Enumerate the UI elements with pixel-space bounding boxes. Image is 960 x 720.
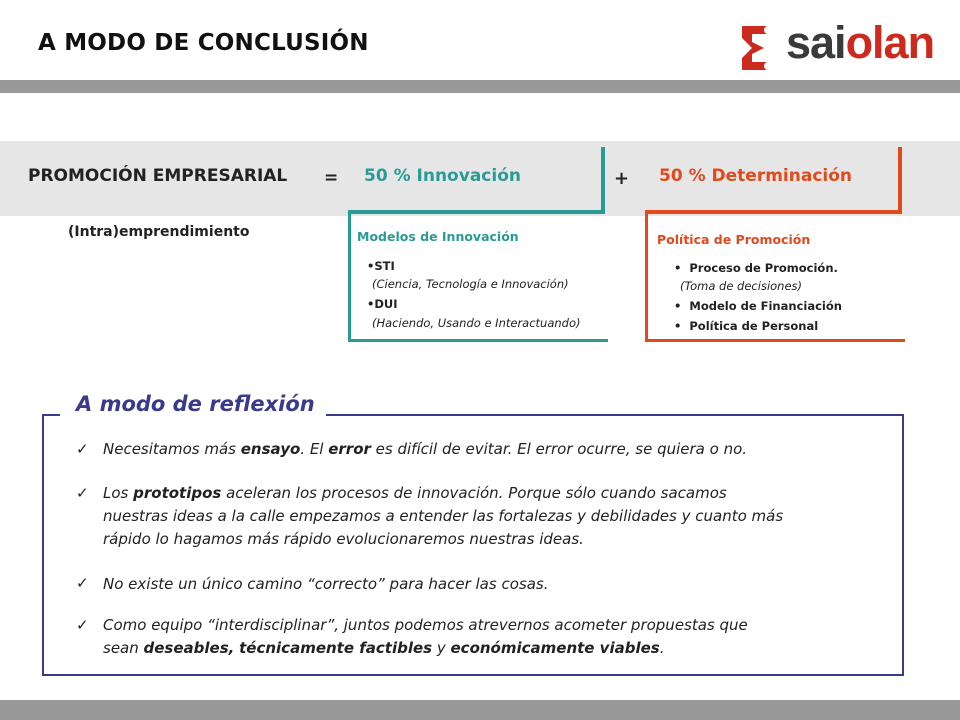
list-item-detail: (Haciendo, Usando e Interactuando) <box>372 316 581 330</box>
promotion-box-heading: Política de Promoción <box>657 232 811 247</box>
reflection-point-1: Necesitamos más ensayo. El error es difícil de evitar. El error ocurre, se quiera o no. <box>103 440 748 458</box>
reflection-point-2: Los prototipos aceleran los procesos de innovación. Porque sólo cuando sacamos nuestras ideas a la calle empezamos a entender las fortalezas y debilidades y cuanto más rápido lo hagamos más rápido evolucionaremos nuestras ideas. <box>103 484 784 548</box>
list-item: •DUI <box>367 297 398 311</box>
intrapreneurship-label: (Intra)emprendimiento <box>68 224 250 240</box>
check-icon: ✓ <box>76 484 89 502</box>
list-item: • Modelo de Financiación <box>674 299 842 313</box>
list-item: •STI <box>367 259 395 273</box>
page-title: A MODO DE CONCLUSIÓN <box>38 30 369 56</box>
equals-sign: = <box>324 168 339 188</box>
logo-wordmark: saiolan <box>786 17 935 68</box>
top-divider <box>0 80 960 93</box>
list-item: • Proceso de Promoción. <box>674 261 838 275</box>
list-item-detail: (Ciencia, Tecnología e Innovación) <box>372 277 569 291</box>
determination-term: 50 % Determinación <box>659 166 853 186</box>
reflection-point-3: No existe un único camino “correcto” para hacer las cosas. <box>103 575 549 593</box>
check-icon: ✓ <box>76 440 89 458</box>
bottom-divider <box>0 700 960 720</box>
innovation-term: 50 % Innovación <box>364 166 521 186</box>
equation-left-label: PROMOCIÓN EMPRESARIAL <box>28 166 288 186</box>
list-item: • Política de Personal <box>674 319 819 333</box>
innovation-bracket-vertical <box>601 147 605 213</box>
reflection-title: A modo de reflexión <box>76 392 315 416</box>
plus-sign: + <box>614 168 630 189</box>
reflection-point-4: Como equipo “interdisciplinar”, juntos podemos atrevernos acometer propuestas que sean deseables, técnicamente factibles y económicamente viables. <box>103 616 748 657</box>
check-icon: ✓ <box>76 616 89 634</box>
check-icon: ✓ <box>76 574 89 592</box>
innovation-box-heading: Modelos de Innovación <box>357 229 519 244</box>
list-item-detail: (Toma de decisiones) <box>680 279 803 293</box>
saiolan-logo <box>738 16 938 72</box>
logo-mark-icon <box>738 20 784 76</box>
determination-bracket-vertical <box>898 147 902 213</box>
